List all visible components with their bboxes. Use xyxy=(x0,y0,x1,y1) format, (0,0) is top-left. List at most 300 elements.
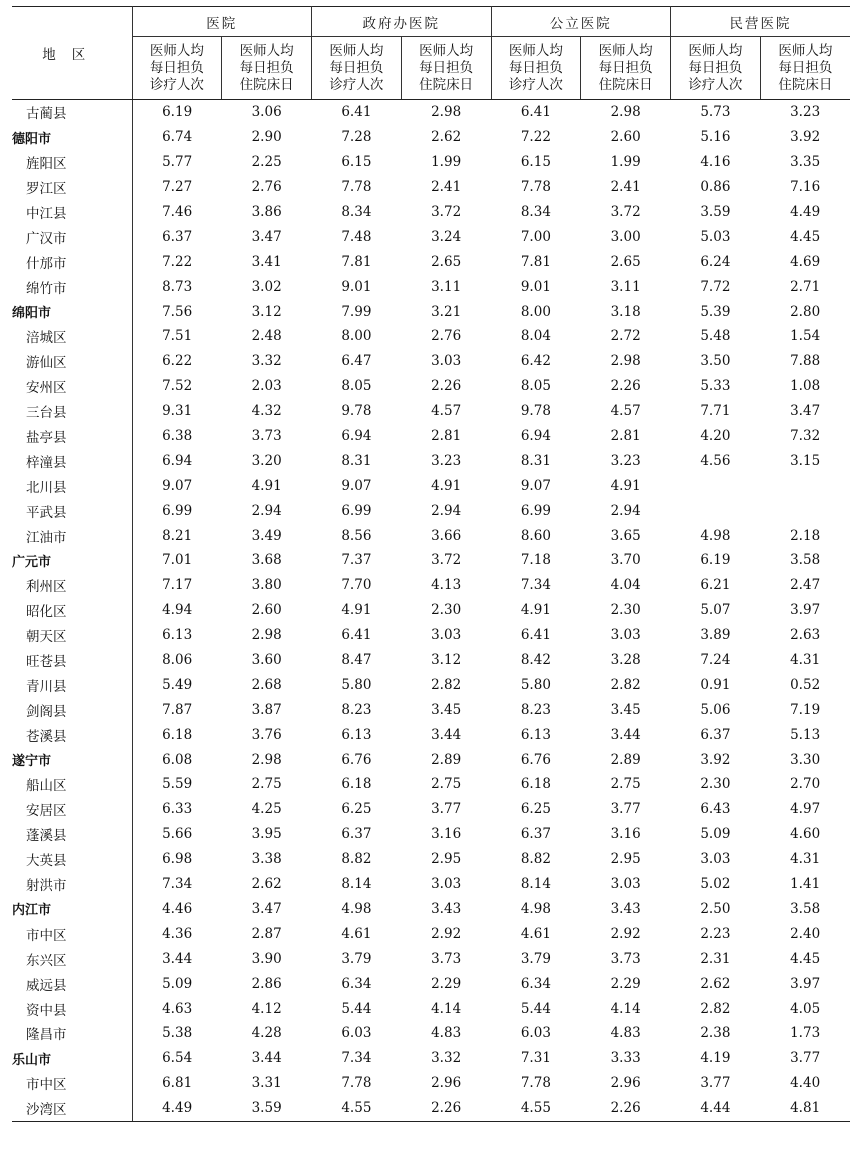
value-cell: 9.07 xyxy=(341,477,372,494)
value-cell: 2.63 xyxy=(790,627,821,644)
value-cell: 5.80 xyxy=(520,676,551,693)
value-cell: 8.05 xyxy=(520,378,551,395)
value-cell: 6.76 xyxy=(341,751,372,768)
value-cell: 4.56 xyxy=(700,452,731,469)
value-cell: 4.49 xyxy=(790,204,821,220)
value-cell: 9.01 xyxy=(520,278,551,295)
county-row xyxy=(12,797,850,822)
value-cell: 2.60 xyxy=(251,602,282,619)
value-cell: 9.78 xyxy=(520,403,551,420)
value-cell: 5.44 xyxy=(520,1000,551,1017)
value-cell: 3.03 xyxy=(431,876,462,893)
value-cell: 3.32 xyxy=(251,353,282,370)
value-cell: 6.18 xyxy=(341,776,372,793)
value-cell: 4.49 xyxy=(132,1096,222,1121)
value-cell: 3.31 xyxy=(251,1075,282,1092)
sub-header-line: 医师人均 xyxy=(149,42,204,59)
value-cell: 5.44 xyxy=(341,1000,372,1017)
value-cell: 6.94 xyxy=(341,428,372,445)
value-cell: 3.12 xyxy=(251,303,282,320)
value-cell: 0.52 xyxy=(790,676,821,693)
region-name: 旌阳区 xyxy=(12,150,132,175)
value-cell: 4.97 xyxy=(790,801,821,818)
county-row xyxy=(12,175,850,200)
value-cell: 6.37 xyxy=(700,726,731,743)
value-cell: 6.41 xyxy=(520,627,551,644)
value-cell: 3.15 xyxy=(790,452,821,469)
region-name: 沙湾区 xyxy=(12,1096,132,1121)
value-cell xyxy=(760,498,850,523)
value-cell: 4.91 xyxy=(610,477,641,494)
region-name: 东兴区 xyxy=(12,946,132,971)
value-cell: 3.28 xyxy=(610,652,641,669)
value-cell: 5.39 xyxy=(700,303,731,320)
value-cell: 7.18 xyxy=(520,552,551,569)
value-cell: 0.86 xyxy=(700,179,731,196)
value-cell: 6.24 xyxy=(700,253,731,270)
region-name: 什邡市 xyxy=(12,249,132,274)
value-cell: 2.26 xyxy=(401,1096,491,1121)
sub-header-outpatient xyxy=(132,37,222,100)
value-cell: 5.77 xyxy=(162,154,193,171)
county-row xyxy=(12,498,850,523)
value-cell: 6.08 xyxy=(162,751,193,768)
sub-header-line: 诊疗人次 xyxy=(149,76,204,93)
value-cell: 4.40 xyxy=(790,1075,821,1092)
table-body xyxy=(12,100,850,1122)
value-cell: 3.11 xyxy=(431,278,462,295)
value-cell: 3.30 xyxy=(790,751,821,768)
value-cell: 6.19 xyxy=(162,104,193,121)
value-cell: 3.79 xyxy=(520,950,551,967)
value-cell: 6.15 xyxy=(341,154,372,171)
value-cell: 4.81 xyxy=(760,1096,850,1121)
value-cell: 5.16 xyxy=(700,129,731,146)
value-cell: 7.16 xyxy=(790,179,821,196)
value-cell: 1.99 xyxy=(431,154,462,171)
value-cell: 7.19 xyxy=(790,701,821,718)
value-cell: 2.94 xyxy=(431,502,462,519)
value-cell: 2.75 xyxy=(610,776,641,793)
city-row xyxy=(12,548,850,573)
value-cell: 2.60 xyxy=(610,129,641,146)
value-cell: 2.30 xyxy=(700,776,731,793)
value-cell: 5.66 xyxy=(162,826,193,843)
county-row xyxy=(12,1021,850,1046)
value-cell: 3.24 xyxy=(431,228,462,245)
region-name: 苍溪县 xyxy=(12,722,132,747)
value-cell: 2.29 xyxy=(610,975,641,992)
value-cell: 6.99 xyxy=(520,502,551,519)
value-cell: 6.13 xyxy=(162,627,193,644)
sub-header-inpatient xyxy=(401,37,491,100)
value-cell: 7.78 xyxy=(520,1075,551,1092)
value-cell: 3.06 xyxy=(251,104,282,121)
value-cell: 3.20 xyxy=(251,452,282,469)
region-name: 罗江区 xyxy=(12,175,132,200)
value-cell: 2.29 xyxy=(431,975,462,992)
value-cell: 4.31 xyxy=(790,652,821,669)
value-cell: 7.24 xyxy=(700,652,731,669)
value-cell: 2.41 xyxy=(610,179,641,196)
sub-header-line: 住院床日 xyxy=(419,76,474,93)
value-cell: 3.03 xyxy=(431,627,462,644)
value-cell: 4.05 xyxy=(790,1000,821,1017)
sub-header-line: 医师人均 xyxy=(329,42,384,59)
value-cell: 4.91 xyxy=(341,602,372,619)
value-cell: 3.60 xyxy=(251,652,282,669)
value-cell: 2.94 xyxy=(251,502,282,519)
value-cell: 5.03 xyxy=(700,228,731,245)
value-cell: 4.25 xyxy=(251,801,282,818)
value-cell: 4.63 xyxy=(162,1000,193,1017)
region-name: 大英县 xyxy=(12,847,132,872)
value-cell: 4.04 xyxy=(610,577,641,594)
value-cell: 7.34 xyxy=(162,876,193,893)
value-cell: 3.47 xyxy=(790,403,821,420)
region-name: 安州区 xyxy=(12,374,132,399)
value-cell: 3.65 xyxy=(610,527,641,544)
value-cell: 6.74 xyxy=(162,129,193,146)
region-name: 德阳市 xyxy=(12,125,132,150)
value-cell: 7.32 xyxy=(790,428,821,445)
region-name: 游仙区 xyxy=(12,349,132,374)
value-cell: 7.01 xyxy=(162,552,193,569)
region-name: 利州区 xyxy=(12,573,132,598)
value-cell: 3.70 xyxy=(610,552,641,569)
value-cell: 3.12 xyxy=(431,652,462,669)
value-cell: 3.32 xyxy=(431,1050,462,1067)
value-cell: 4.91 xyxy=(520,602,551,619)
value-cell: 2.82 xyxy=(431,676,462,693)
value-cell: 3.90 xyxy=(251,950,282,967)
region-name: 昭化区 xyxy=(12,598,132,623)
value-cell: 3.72 xyxy=(610,204,641,220)
physician-workload-table xyxy=(12,6,850,1122)
county-row xyxy=(12,224,850,249)
value-cell: 3.35 xyxy=(790,154,821,171)
sub-header-line: 医师人均 xyxy=(688,42,743,59)
value-cell: 3.23 xyxy=(431,452,462,469)
value-cell: 3.89 xyxy=(700,627,731,644)
region-name: 三台县 xyxy=(12,399,132,424)
value-cell: 7.34 xyxy=(520,577,551,594)
sub-header-row xyxy=(12,37,850,100)
county-row xyxy=(12,872,850,897)
value-cell: 3.73 xyxy=(610,950,641,967)
value-cell: 3.58 xyxy=(790,900,821,917)
value-cell: 8.14 xyxy=(520,876,551,893)
value-cell: 7.78 xyxy=(520,179,551,196)
value-cell: 2.81 xyxy=(610,428,641,445)
sub-header-line: 每日担负 xyxy=(239,59,294,76)
region-name: 乐山市 xyxy=(12,1046,132,1071)
value-cell: 7.46 xyxy=(162,204,193,220)
value-cell: 1.73 xyxy=(790,1025,821,1042)
value-cell: 2.92 xyxy=(610,925,641,942)
value-cell: 9.78 xyxy=(341,403,372,420)
value-cell: 3.03 xyxy=(610,627,641,644)
value-cell: 4.12 xyxy=(251,1000,282,1017)
value-cell: 3.45 xyxy=(431,701,462,718)
value-cell: 6.42 xyxy=(520,353,551,370)
city-row xyxy=(12,125,850,150)
value-cell: 4.69 xyxy=(790,253,821,270)
value-cell: 2.03 xyxy=(251,378,282,395)
value-cell: 3.43 xyxy=(610,900,641,917)
region-name: 隆昌市 xyxy=(12,1021,132,1046)
value-cell: 4.13 xyxy=(431,577,462,594)
sub-header-line: 诊疗人次 xyxy=(329,76,384,93)
value-cell: 4.57 xyxy=(610,403,641,420)
value-cell: 3.43 xyxy=(431,900,462,917)
region-name: 朝天区 xyxy=(12,623,132,648)
county-row xyxy=(12,349,850,374)
value-cell: 7.87 xyxy=(162,701,193,718)
value-cell: 4.83 xyxy=(431,1025,462,1042)
county-row xyxy=(12,648,850,673)
value-cell: 8.31 xyxy=(520,452,551,469)
value-cell: 4.91 xyxy=(251,477,282,494)
value-cell: 3.77 xyxy=(431,801,462,818)
county-row xyxy=(12,1096,850,1121)
value-cell: 4.14 xyxy=(431,1000,462,1017)
region-name: 北川县 xyxy=(12,473,132,498)
value-cell: 6.34 xyxy=(341,975,372,992)
county-row xyxy=(12,150,850,175)
value-cell: 2.90 xyxy=(251,129,282,146)
value-cell: 0.91 xyxy=(700,676,731,693)
value-cell: 4.60 xyxy=(790,826,821,843)
value-cell: 3.68 xyxy=(251,552,282,569)
value-cell: 3.73 xyxy=(251,428,282,445)
value-cell: 4.14 xyxy=(610,1000,641,1017)
region-name: 中江县 xyxy=(12,200,132,225)
value-cell: 7.56 xyxy=(162,303,193,320)
county-row xyxy=(12,996,850,1021)
county-row xyxy=(12,921,850,946)
value-cell: 7.48 xyxy=(341,228,372,245)
value-cell: 7.31 xyxy=(520,1050,551,1067)
sub-header-line: 每日担负 xyxy=(149,59,204,76)
sub-header-line: 医师人均 xyxy=(239,42,294,59)
value-cell: 7.70 xyxy=(341,577,372,594)
region-name: 绵竹市 xyxy=(12,274,132,299)
value-cell: 2.87 xyxy=(251,925,282,942)
value-cell: 2.41 xyxy=(431,179,462,196)
value-cell: 6.15 xyxy=(520,154,551,171)
value-cell: 8.82 xyxy=(520,851,551,868)
county-row xyxy=(12,324,850,349)
value-cell: 3.73 xyxy=(431,950,462,967)
value-cell: 7.81 xyxy=(520,253,551,270)
value-cell: 8.82 xyxy=(341,851,372,868)
value-cell: 2.18 xyxy=(790,527,821,544)
county-row xyxy=(12,399,850,424)
value-cell: 6.99 xyxy=(162,502,193,519)
value-cell xyxy=(671,473,761,498)
sub-header-line: 住院床日 xyxy=(778,76,833,93)
value-cell: 6.34 xyxy=(520,975,551,992)
value-cell: 4.55 xyxy=(312,1096,402,1121)
value-cell: 6.41 xyxy=(520,104,551,121)
value-cell: 2.50 xyxy=(700,900,731,917)
value-cell: 2.38 xyxy=(700,1025,731,1042)
value-cell: 3.44 xyxy=(610,726,641,743)
value-cell: 6.94 xyxy=(520,428,551,445)
county-row xyxy=(12,274,850,299)
value-cell: 2.98 xyxy=(251,627,282,644)
value-cell: 8.31 xyxy=(341,452,372,469)
value-cell: 2.92 xyxy=(431,925,462,942)
value-cell: 3.72 xyxy=(431,552,462,569)
county-row xyxy=(12,971,850,996)
sub-header-inpatient xyxy=(581,37,671,100)
value-cell: 2.47 xyxy=(790,577,821,594)
value-cell: 2.75 xyxy=(251,776,282,793)
region-name: 盐亭县 xyxy=(12,424,132,449)
county-row xyxy=(12,374,850,399)
value-cell: 3.49 xyxy=(251,527,282,544)
value-cell: 4.19 xyxy=(700,1050,731,1067)
value-cell: 5.02 xyxy=(700,876,731,893)
region-name: 旺苍县 xyxy=(12,648,132,673)
value-cell: 3.76 xyxy=(251,726,282,743)
value-cell: 6.47 xyxy=(341,353,372,370)
county-row xyxy=(12,623,850,648)
city-row xyxy=(12,747,850,772)
value-cell: 8.04 xyxy=(520,328,551,345)
value-cell: 4.28 xyxy=(251,1025,282,1042)
value-cell: 3.66 xyxy=(431,527,462,544)
county-row xyxy=(12,847,850,872)
sub-header-outpatient xyxy=(312,37,402,100)
sub-header-line: 医师人均 xyxy=(508,42,563,59)
region-name: 剑阁县 xyxy=(12,697,132,722)
county-row xyxy=(12,200,850,225)
value-cell: 3.16 xyxy=(431,826,462,843)
value-cell: 2.65 xyxy=(431,253,462,270)
region-name: 遂宁市 xyxy=(12,747,132,772)
value-cell: 4.61 xyxy=(520,925,551,942)
region-name: 市中区 xyxy=(12,921,132,946)
value-cell: 4.94 xyxy=(162,602,193,619)
value-cell: 4.98 xyxy=(341,900,372,917)
value-cell: 3.21 xyxy=(431,303,462,320)
value-cell: 8.56 xyxy=(341,527,372,544)
value-cell: 7.99 xyxy=(341,303,372,320)
value-cell: 4.91 xyxy=(431,477,462,494)
sub-header-line: 诊疗人次 xyxy=(688,76,743,93)
value-cell: 3.23 xyxy=(790,104,821,121)
value-cell xyxy=(760,473,850,498)
county-row xyxy=(12,424,850,449)
value-cell: 7.78 xyxy=(341,179,372,196)
county-row xyxy=(12,1071,850,1096)
value-cell: 4.31 xyxy=(790,851,821,868)
county-row xyxy=(12,523,850,548)
value-cell: 2.82 xyxy=(610,676,641,693)
value-cell: 6.18 xyxy=(520,776,551,793)
value-cell: 6.99 xyxy=(341,502,372,519)
value-cell: 2.62 xyxy=(431,129,462,146)
value-cell: 8.60 xyxy=(520,527,551,544)
value-cell: 3.44 xyxy=(162,950,193,967)
value-cell: 7.72 xyxy=(700,278,731,295)
group-header-government-hospital: 政府办医院 xyxy=(312,7,492,37)
value-cell: 6.43 xyxy=(700,801,731,818)
county-row xyxy=(12,100,850,125)
value-cell: 5.13 xyxy=(790,726,821,743)
value-cell: 6.94 xyxy=(162,452,193,469)
value-cell: 6.54 xyxy=(162,1050,193,1067)
value-cell: 3.87 xyxy=(251,701,282,718)
value-cell: 5.33 xyxy=(700,378,731,395)
value-cell: 3.86 xyxy=(251,204,282,220)
value-cell: 8.42 xyxy=(520,652,551,669)
value-cell: 3.00 xyxy=(610,228,641,245)
region-name: 古蔺县 xyxy=(12,100,132,125)
region-name: 市中区 xyxy=(12,1071,132,1096)
region-name: 射洪市 xyxy=(12,872,132,897)
value-cell: 8.23 xyxy=(341,701,372,718)
value-cell: 3.77 xyxy=(700,1075,731,1092)
value-cell: 3.50 xyxy=(700,353,731,370)
value-cell: 6.41 xyxy=(341,627,372,644)
value-cell: 3.77 xyxy=(610,801,641,818)
sub-header-line: 每日担负 xyxy=(508,59,563,76)
value-cell: 3.59 xyxy=(700,204,731,220)
sub-header-line: 每日担负 xyxy=(329,59,384,76)
value-cell: 2.48 xyxy=(251,328,282,345)
value-cell: 1.54 xyxy=(790,328,821,345)
value-cell: 3.03 xyxy=(700,851,731,868)
value-cell: 3.59 xyxy=(222,1096,312,1121)
value-cell: 4.55 xyxy=(491,1096,581,1121)
value-cell xyxy=(671,498,761,523)
value-cell: 2.26 xyxy=(581,1096,671,1121)
value-cell: 2.23 xyxy=(700,925,731,942)
value-cell: 6.13 xyxy=(341,726,372,743)
value-cell: 1.99 xyxy=(610,154,641,171)
value-cell: 7.88 xyxy=(790,353,821,370)
value-cell: 7.37 xyxy=(341,552,372,569)
sub-header-line: 诊疗人次 xyxy=(508,76,563,93)
value-cell: 7.17 xyxy=(162,577,193,594)
value-cell: 6.98 xyxy=(162,851,193,868)
sub-header-line: 每日担负 xyxy=(778,59,833,76)
value-cell: 2.89 xyxy=(431,751,462,768)
value-cell: 2.62 xyxy=(700,975,731,992)
value-cell: 7.22 xyxy=(520,129,551,146)
value-cell: 4.16 xyxy=(700,154,731,171)
value-cell: 7.52 xyxy=(162,378,193,395)
value-cell: 4.83 xyxy=(610,1025,641,1042)
sub-header-line: 每日担负 xyxy=(688,59,743,76)
value-cell: 3.77 xyxy=(790,1050,821,1067)
value-cell: 6.37 xyxy=(341,826,372,843)
county-row xyxy=(12,598,850,623)
value-cell: 6.25 xyxy=(341,801,372,818)
table-header xyxy=(12,7,850,100)
value-cell: 3.23 xyxy=(610,452,641,469)
region-name: 平武县 xyxy=(12,498,132,523)
value-cell: 7.34 xyxy=(341,1050,372,1067)
value-cell: 2.26 xyxy=(431,378,462,395)
value-cell: 1.08 xyxy=(790,378,821,395)
value-cell: 2.72 xyxy=(610,328,641,345)
value-cell: 2.25 xyxy=(251,154,282,171)
